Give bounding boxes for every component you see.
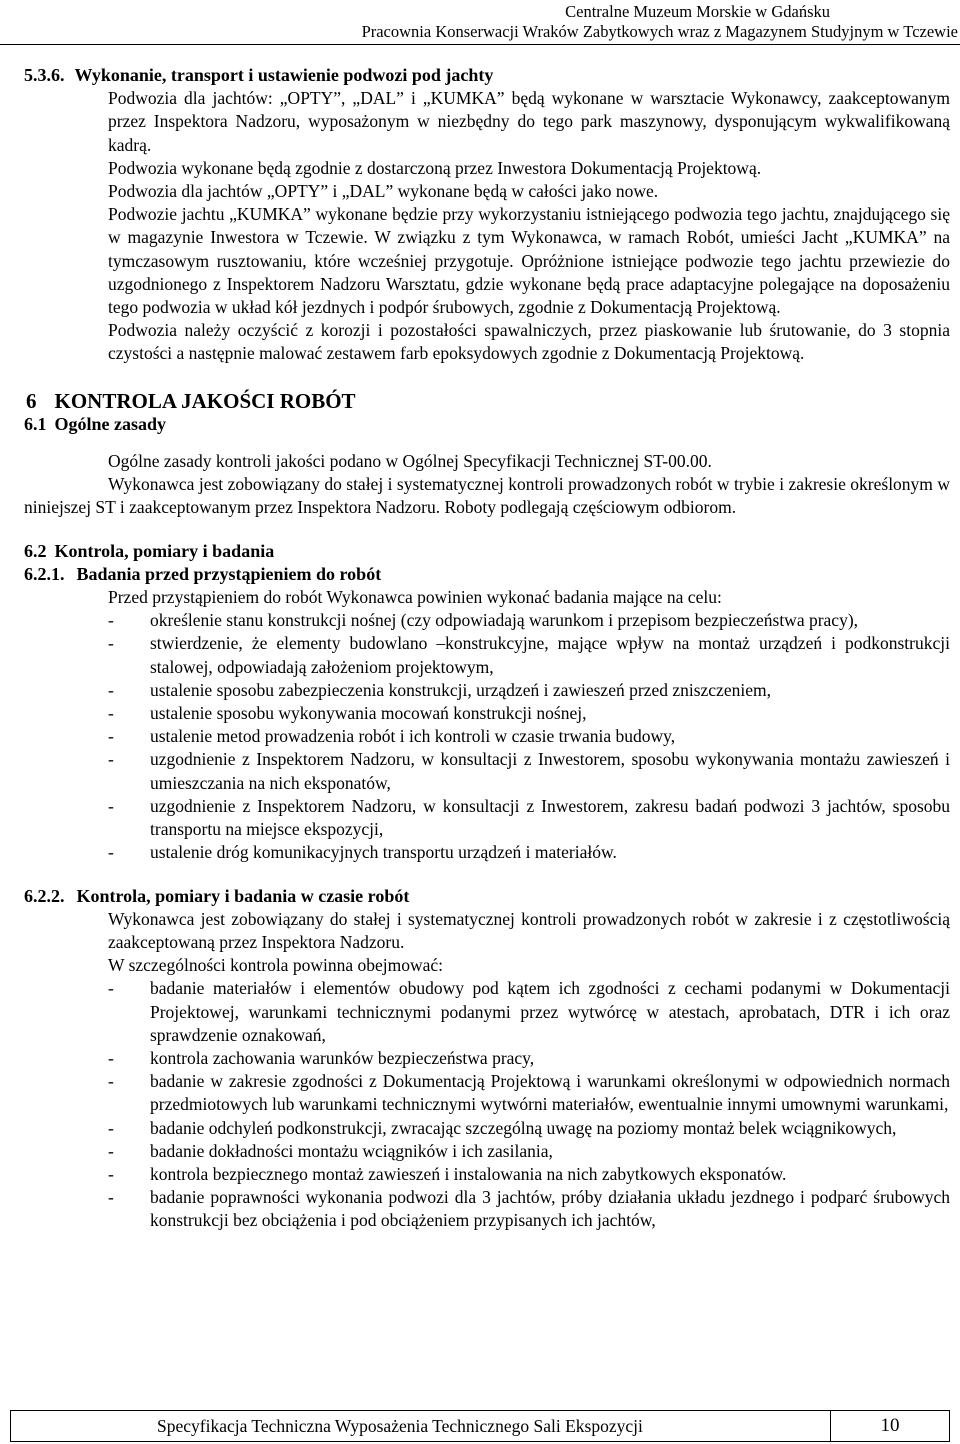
paragraph — [24, 473, 950, 519]
section-number: 6.2 — [24, 540, 47, 561]
list-item: - kontrola zachowania warunków bezpieczeństwa pracy, — [108, 1047, 950, 1070]
paragraph: W szczególności kontrola powinna obejmować: — [108, 955, 443, 976]
section-6-2-1-heading — [24, 563, 950, 586]
section-title: Kontrola, pomiary i badania — [54, 540, 275, 561]
section-number: 6 — [26, 388, 37, 413]
section-title: KONTROLA JAKOŚCI ROBÓT — [54, 388, 356, 413]
section-title: Wykonanie, transport i ustawienie podwozi pod jachty — [74, 65, 494, 85]
page-footer — [10, 1410, 950, 1442]
list-item: - badanie odchyleń podkonstrukcji, zwracając szczególną uwagę na poziomy montaż belek wciągnikowych, — [108, 1117, 950, 1140]
paragraph: Podwozia należy oczyścić z korozji i pozostałości spawalniczych, przez piaskowanie lub śrutowanie, do 3 stopnia czystości a następnie malować zestawem farb epoksydowych zgodnie z Dokumentacją Projektową. — [108, 320, 950, 364]
bullet-list — [24, 609, 950, 864]
list-item: - badanie materiałów i elementów obudowy pod kątem ich zgodności z cechami podanymi w Dokumentacji Projektowej, warunkami technicznymi podanymi przez wytwórcę w atestach, aprobatach, DTR i ich oraz sprawdzenie oznakowań, — [108, 977, 950, 1047]
footer-title: Specyfikacja Techniczna Wyposażenia Technicznego Sali Ekspozycji — [157, 1416, 643, 1436]
list-item: - badanie w zakresie zgodności z Dokumentacją Projektową i warunkami określonymi w odpowiednich normach przedmiotowych lub warunkami technicznymi wytwórni materiałów, ewentualnie innymi umownymi warunkami, — [108, 1070, 950, 1116]
section-5-3-6-heading — [24, 64, 950, 87]
paragraph-text: Wykonawca jest zobowiązany do stałej i systematycznej kontroli prowadzonych robót w trybie i zakresie określonym w niniejszej ST i zaakceptowanym przez Inspektora Nadzoru. Roboty podlegają częściowym odbiorom. — [24, 474, 950, 518]
section-number: 5.3.6. — [24, 65, 65, 85]
paragraph: Podwozia wykonane będą zgodnie z dostarczoną przez Inwestora Dokumentacją Projektową. — [108, 157, 762, 178]
header-institution: Centralne Muzeum Morskie w Gdańsku — [565, 2, 830, 21]
section-6-1-heading — [24, 413, 950, 436]
list-item: - ustalenie metod prowadzenia robót i ich kontroli w czasie trwania budowy, — [108, 725, 950, 748]
header-department: Pracownia Konserwacji Wraków Zabytkowych wraz z Magazynem Studyjnym w Tczewie — [361, 22, 958, 41]
bullet-list — [24, 977, 950, 1232]
section-6-2-2-heading — [24, 885, 950, 908]
paragraph: Wykonawca jest zobowiązany do stałej i systematycznej kontroli prowadzonych robót w zakresie i z częstotliwością zaakceptowaną przez Inspektora Nadzoru. — [108, 908, 950, 952]
paragraph: Podwozia dla jachtów: „OPTY”, „DAL” i „KUMKA” będą wykonane w warsztacie Wykonawcy, zaakceptowanym przez Inspektora Nadzoru, wyposażonym w niezbędny do tego park maszynowy, dysponującym wykwalifikowaną kadrą. — [108, 88, 950, 155]
paragraph: Podwozie jachtu „KUMKA” wykonane będzie przy wykorzystaniu istniejącego podwozia tego jachtu, znajdującego się w magazynie Inwestora w Tczewie. W związku z tym Wykonawca, w ramach Robót, umieści Jacht „KUMKA” na tymczasowym rusztowaniu, które wcześniej przygotuje. Opróżnione istniejące podwozie tego jachtu przewiezie do uzgodnionego z Inspektorem Nadzoru Warsztatu, gdzie wykonane będą prace adaptacyjne polegające na doposażeniu tego podwozia w układ kół jezdnych i podpór śrubowych, zgodnie z Dokumentacją Projektową. — [108, 204, 950, 318]
list-item: - badanie poprawności wykonania podwozi dla 3 jachtów, próby działania układu jezdnego i podparć śrubowych konstrukcji bez obciążenia i pod obciążeniem przypisanych ich jachtów, — [108, 1186, 950, 1232]
section-title: Kontrola, pomiary i badania w czasie robót — [76, 885, 410, 906]
section-number: 6.2.1. — [24, 563, 65, 584]
list-item: - określenie stanu konstrukcji nośnej (czy odpowiadają warunkom i przepisom bezpieczeństwa pracy), — [108, 609, 950, 632]
page-header — [0, 0, 960, 45]
paragraph: Ogólne zasady kontroli jakości podano w Ogólnej Specyfikacji Technicznej ST-00.00. — [108, 451, 712, 472]
section-number: 6.1 — [24, 413, 47, 434]
list-item: - badanie dokładności montażu wciągników i ich zasilania, — [108, 1140, 950, 1163]
page-number: 10 — [830, 1411, 949, 1441]
paragraph: Przed przystąpieniem do robót Wykonawca powinien wykonać badania mające na celu: — [108, 587, 722, 608]
paragraph: Podwozia dla jachtów „OPTY” i „DAL” wykonane będą w całości jako nowe. — [108, 181, 659, 202]
list-item: - kontrola bezpiecznego montaż zawieszeń i instalowania na nich zabytkowych eksponatów. — [108, 1163, 950, 1186]
document-body — [24, 64, 950, 1233]
list-item: - uzgodnienie z Inspektorem Nadzoru, w konsultacji z Inwestorem, zakresu badań podwozi 3 jachtów, sposobu transportu na miejsce ekspozycji, — [108, 795, 950, 841]
list-item: - ustalenie dróg komunikacyjnych transportu urządzeń i materiałów. — [108, 841, 950, 864]
section-title: Ogólne zasady — [54, 413, 167, 434]
list-item: - ustalenie sposobu wykonywania mocowań konstrukcji nośnej, — [108, 702, 950, 725]
list-item: - stwierdzenie, że elementy budowlano –konstrukcyjne, mające wpływ na montaż urządzeń i podkonstrukcji stalowej, odpowiadają założeniom projektowym, — [108, 632, 950, 678]
section-title: Badania przed przystąpieniem do robót — [76, 563, 382, 584]
section-number: 6.2.2. — [24, 885, 65, 906]
section-6-2-heading — [24, 540, 950, 563]
list-item: - ustalenie sposobu zabezpieczenia konstrukcji, urządzeń i zawieszeń przed zniszczeniem, — [108, 679, 950, 702]
list-item: - uzgodnienie z Inspektorem Nadzoru, w konsultacji z Inwestorem, sposobu wykonywania montażu zawieszeń i umieszczania na nich eksponatów, — [108, 748, 950, 794]
section-6-heading — [24, 390, 950, 413]
